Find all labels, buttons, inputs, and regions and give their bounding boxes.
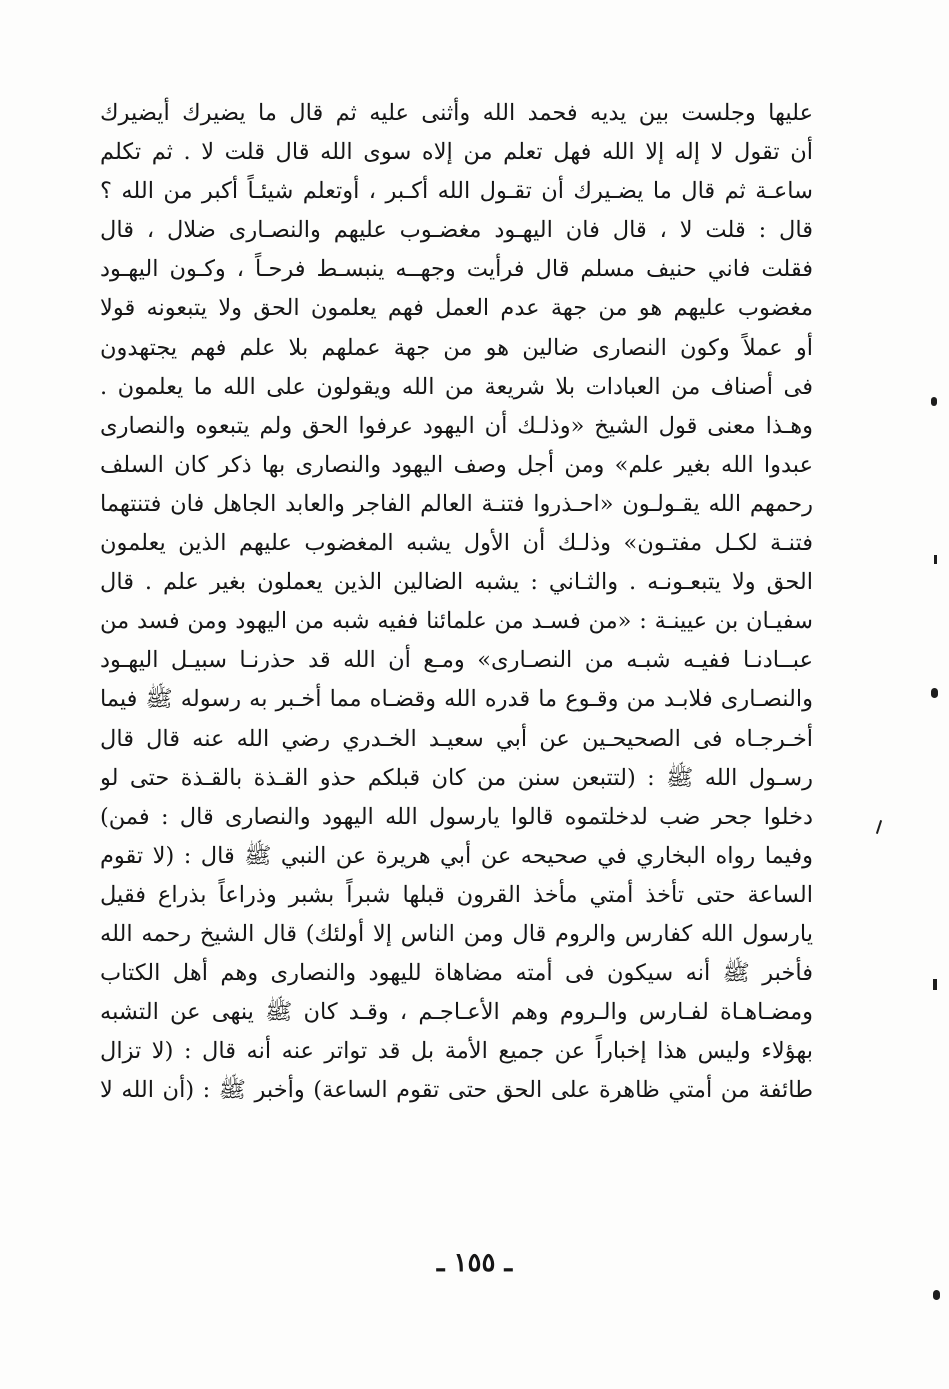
scan-mark [934, 555, 937, 564]
text-line: ساعـة ثم قال ما يضـيرك أن تقـول الله أكـبر ، أوتعلم شيئـاً أكبر من الله ؟ [100, 178, 813, 205]
text-line: أن تقول لا إله إلا الله فهل تعلم من إلاه سوى الله قال قلت لا . ثم تكلم [100, 139, 813, 166]
text-line: فقلت فاني حنيف مسلم قال فرأيت وجهــه ينبسـط فرحـاً ، وكـون اليهـود [100, 256, 813, 283]
scan-mark [876, 820, 882, 834]
scan-mark [933, 1290, 940, 1300]
text-line: ومضـاهـاة لفـارس والـروم وهم الأعـاجـم ، وقـد كان ﷺ ينهى عن التشبه [100, 999, 813, 1026]
text-line: والنصـارى فلابـد من وقـوع ما قدره الله وقضـاه مما أخـبر به رسوله ﷺ فيما [100, 686, 813, 713]
text-line: الحق ولا يتبعـونـه . والثـاني : يشبه الضالين الذين يعملون بغير علم . قال [100, 569, 813, 596]
scan-mark [933, 979, 937, 990]
text-line: أو عملاً وكون النصارى ضالين هو من جهة عملهم بلا علم فهم يجتهدون [100, 334, 813, 361]
text-line: فى أصناف من العبادات بلا شريعة من الله ويقولون على الله ما يعلمون . [100, 373, 813, 400]
text-line: طائفة من أمتي ظاهرة على الحق حتى تقوم الساعة) وأخبر ﷺ : (أن الله لا [100, 1077, 813, 1104]
body-text [100, 94, 813, 1110]
scan-mark [931, 397, 937, 406]
text-line: سفيـان بن عيينـة : «من فسـد من علمائنا ففيه شبه من اليهود ومن فسد من [100, 608, 813, 635]
text-line: الساعة حتى تأخذ أمتي مأخذ القرون قبلها شبراً بشبر وذراعاً بذراع فقيل [100, 881, 813, 908]
text-line: أخـرجـاه فى الصحيحـين عن أبي سعيـد الخـدري رضي الله عنه قال قال [100, 725, 813, 752]
scan-mark [931, 688, 938, 698]
text-line: فتنـة لكـل مفتـون» وذلـك أن الأول يشبه المغضوب عليهم الذين يعلمون [100, 530, 813, 557]
text-line: قال : قلت لا ، قال فان اليهـود مغضـوب عليهم والنصـارى ضلال ، قال [100, 217, 813, 244]
text-line: فأخبر ﷺ أنه سيكون فى أمته مضاهاة لليهود والنصارى وهم أهل الكتاب [100, 960, 813, 987]
text-line: رحمهم الله يقـولـون «احـذروا فتنـة العالم الفاجر والعابد الجاهل فان فتنتهما [100, 490, 813, 517]
text-line: يارسول الله كفارس والروم قال ومن الناس إلا أولئك) قال الشيخ رحمه الله [100, 920, 813, 947]
text-line: عبــادنـا ففيـه شبـه من النصـارى» ومـع أن الله قد حذرنـا سبيـل اليهـود [100, 647, 813, 674]
text-line: رسـول الله ﷺ : (لتتبعن سنن من كان قبلكم حذو القـذة بالقـذة حتى لو [100, 764, 813, 791]
text-line: وفيما رواه البخاري في صحيحه عن أبي هريرة عن النبي ﷺ قال : (لا تقوم [100, 842, 813, 869]
text-line: وهـذا معنى قول الشيخ «وذلـك أن اليهود عرفوا الحق ولم يتبعوه والنصارى [100, 412, 813, 439]
text-line: بهؤلاء وليس هذا إخباراً عن جميع الأمة بل قد تواتر عنه أنه قال : (لا تزال [100, 1038, 813, 1065]
text-line: عليها وجلست بين يديه فحمد الله وأثنى عليه ثم قال ما يضيرك أيضيرك [100, 100, 813, 126]
page-number: ـ ١٥٥ ـ [436, 1248, 513, 1278]
text-line: عبدوا الله بغير علم» ومن أجل وصف اليهود والنصارى بها ذكر كان السلف [100, 451, 813, 478]
text-line: دخلوا جحر ضب لدخلتموه قالوا يارسول الله اليهود والنصارى قال : فمن) [100, 803, 813, 830]
text-line: مغضوب عليهم هو من جهة عدم العمل فهم يعلمون الحق ولا يتبعونه قولا [100, 295, 813, 322]
